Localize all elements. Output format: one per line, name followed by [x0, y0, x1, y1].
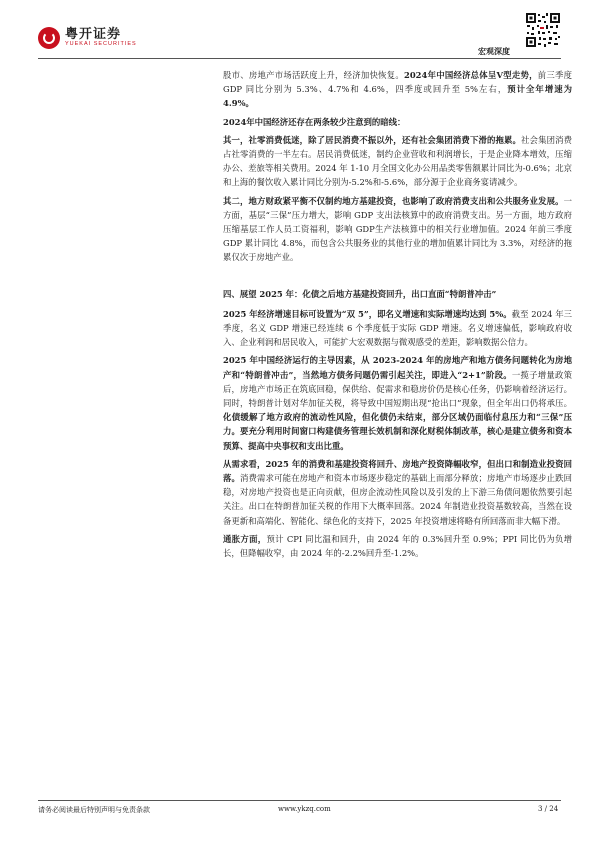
text-run: 社会集团消费占社零消费的一半左右。居民消费低迷，制约企业营收和利润增长，于是企业降本增效，压缩办公、差旅等相关费用。2024 年 1-10 月全国文化办公用品类零售额累计同比为-0.6%；北京和上海的餐饮收入累计同比分别为-5.2%和-5.6%，部分源于企业商务宴请减少。 — [223, 134, 572, 188]
text-run: 截至 2024 年三季度，名义 GDP 增速已经连续 6 个季度低于实际 GDP 增速。名义增速偏低，影响政府收入、企业利润和居民收入，可能扩大宏观数据与微观感受的差距，影响数据公信力。 — [223, 308, 572, 348]
header-rule — [38, 58, 561, 59]
qr-code-icon — [525, 12, 561, 48]
text-run: 预计 CPI 同比温和回升，由 2024 年的 0.3%回升至 0.9%；PPI 同比仍为负增长，但降幅收窄，由 2024 年的-2.2%回升至-1.2%。 — [223, 533, 573, 559]
page-header — [0, 0, 595, 60]
logo-mark-icon — [38, 27, 60, 49]
text-run: 预计全年增速为 4.9%。 — [223, 84, 572, 109]
text-run: 一方面，基层“三保”压力增大，影响 GDP 支出法核算中的政府消费支出。另一方面，地方政府压缩基层工作人员工资福利，影响 GDP生产法核算中的相关行业增加值。2024 年前三季度 GDP 累计同比 4.8%，而包含公共服务业的其他行业的增加值累计同比为 3.3%，对经济的拖累仅次于房地产业。 — [223, 195, 572, 263]
logo-en-text: YUEKAI SECURITIES — [65, 41, 137, 48]
text-run: 2024年中国经济还存在两条较少注意到的暗线： — [223, 116, 406, 127]
text-run: 2025 年经济增速目标可设置为“双 5”，即名义增速和实际增速均达到 5%。 — [223, 308, 512, 319]
text-run: 2024年中国经济总体呈V型走势， — [404, 70, 538, 80]
paragraph — [223, 68, 572, 111]
text-run: 股市、房地产市场活跃度上升，经济加快恢复。 — [223, 70, 405, 80]
section-tag: 宏观深度 — [478, 47, 510, 56]
text-run: 从需求看，2025 年的消费和基建投资将回升、房地产投资降幅收窄，但出口和制造业投资回落。 — [223, 458, 572, 484]
text-run: 2025 年中国经济运行的主导因素，从 2023-2024 年的房地产和地方债务问题转化为房地产和“特朗普冲击”，当然地方债务问题仍需引起关注，即进入“2+1”阶段。 — [223, 355, 572, 380]
paragraph — [223, 194, 572, 265]
report-body — [223, 68, 572, 560]
paragraph — [223, 457, 572, 528]
text-run: 化债缓解了地方政府的流动性风险，但化债仍未结束，部分区域仍面临付息压力和“三保”压力。要充分利用时间窗口构建债务管理长效机制和深化财税体制改革，核心是建立债务和资本预算、提高中央事权和支出比重。 — [223, 412, 572, 451]
paragraph — [223, 532, 572, 560]
text-run: 前三季度 GDP 同比分别为 5.3%、4.7%和 4.6%，四季度或回升至 5%左右， — [223, 70, 573, 95]
paragraph — [223, 353, 572, 452]
paragraph — [223, 115, 572, 129]
logo-cn-text: 粤开证券 — [65, 27, 122, 43]
paragraph — [223, 133, 572, 190]
text-run: 通胀方面， — [223, 533, 267, 544]
company-logo — [38, 27, 137, 49]
text-run: 消费需求可能在房地产和资本市场逐步稳定的基础上而部分释放；房地产市场逐步止跌回稳，对房地产投资也是正向贡献，但房企流动性风险以及引发的上下游三角债问题依然要引起关注。出口在特朗普加征关税的作用下大概率回落。2024 年制造业投资基数较高，当然在设备更新和高端化、智能化、绿色化的支持下，2025 年投资增速将略有所回落而非大幅下滑。 — [223, 473, 572, 526]
section-heading — [223, 287, 572, 301]
footer-rule — [38, 800, 561, 801]
text-run: 一揽子增量政策后，房地产市场正在筑底回稳，保供给、促需求和稳房价仍是核心任务，仍影响着经济运行。同时，特朗普计划对华加征关税，将导致中国短期出现“抢出口”现象，但全年出口仍将承压。 — [223, 369, 572, 409]
footer-disclaimer: 请务必阅读最后特别声明与免责条款 — [38, 806, 150, 814]
page-number: 3 / 24 — [538, 805, 559, 813]
footer-url[interactable]: www.ykzq.com — [278, 805, 331, 813]
text-run: 四、展望 2025 年：化债之后地方基建投资回升，出口直面“特朗普冲击” — [223, 288, 497, 299]
paragraph — [223, 307, 572, 350]
text-run: 其二，地方财政紧平衡不仅制约地方基建投资，也影响了政府消费支出和公共服务业发展。 — [223, 195, 564, 206]
text-run: 其一，社零消费低迷，除了居民消费不振以外，还有社会集团消费下滑的拖累。 — [223, 134, 522, 145]
